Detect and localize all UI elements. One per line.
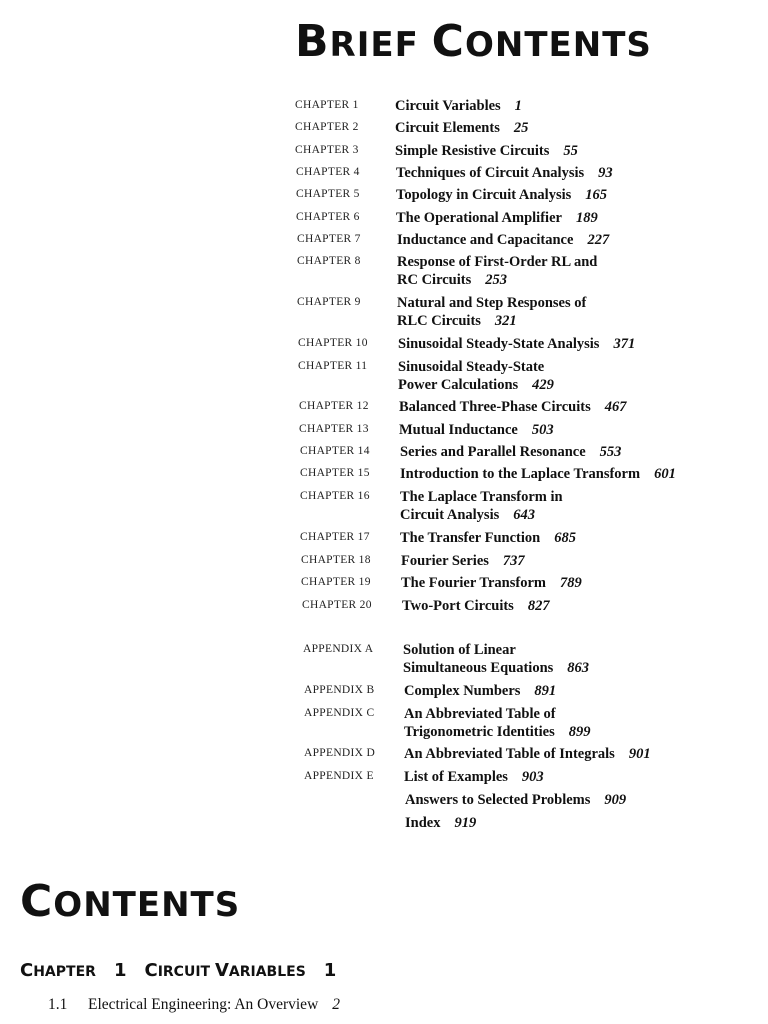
toc-entry-label: APPENDIX A (303, 643, 374, 655)
section-row-1-1[interactable] (48, 996, 340, 1014)
toc-entry-label: CHAPTER 4 (296, 166, 360, 178)
section-page: 2 (332, 996, 341, 1013)
toc-entry-title-line: The Fourier Transform (401, 575, 546, 591)
toc-entry-page: 93 (598, 165, 613, 181)
section-title: Electrical Engineering: An Overview (88, 996, 319, 1013)
brief-contents-title: BRIEF CONTENTS (295, 16, 652, 67)
toc-entry-title-line: Two-Port Circuits (402, 598, 514, 614)
toc-entry-page: 737 (502, 553, 525, 569)
toc-entry-title-line: Balanced Three-Phase Circuits (399, 399, 591, 415)
toc-entry-label: CHAPTER 13 (299, 423, 369, 435)
toc-entry-label: CHAPTER 14 (300, 445, 370, 457)
toc-entry-title-line: Topology in Circuit Analysis (396, 187, 572, 203)
toc-entry-title-line: List of Examples (404, 769, 508, 785)
contents-title: CONTENTS (20, 876, 241, 927)
toc-entry-title-line2: RC Circuits (397, 272, 472, 288)
toc-entry-title (396, 209, 716, 227)
toc-entry-page: 827 (527, 598, 550, 614)
toc-entry-page: 601 (654, 466, 676, 482)
toc-entry-title (400, 443, 720, 461)
toc-entry-label: CHAPTER 7 (297, 233, 361, 245)
toc-entry-title (402, 597, 722, 615)
toc-entry-label: CHAPTER 9 (297, 296, 361, 308)
toc-entry-title (404, 745, 724, 763)
toc-entry-page: 909 (604, 792, 627, 808)
toc-entry-page: 891 (534, 683, 557, 699)
section-number: 1.1 (48, 996, 68, 1013)
toc-entry-label: CHAPTER 10 (298, 337, 368, 349)
toc-entry-title-line: Inductance and Capacitance (397, 232, 574, 248)
toc-entry-title (405, 791, 725, 809)
toc-entry-label: CHAPTER 19 (301, 576, 371, 588)
toc-entry-label: APPENDIX C (304, 707, 375, 719)
toc-entry-title-line: The Operational Amplifier (396, 210, 562, 226)
toc-entry-page: 371 (613, 336, 636, 352)
toc-entry-page: 643 (513, 507, 535, 523)
toc-entry-title (405, 814, 725, 832)
toc-entry-page: 899 (568, 724, 591, 740)
toc-entry-page: 253 (485, 272, 507, 288)
toc-entry-title (397, 294, 717, 330)
toc-entry-title-line: Natural and Step Responses of (397, 295, 587, 311)
toc-entry-page: 189 (575, 210, 598, 226)
toc-entry-title-line: Complex Numbers (404, 683, 521, 699)
toc-entry-page: 227 (587, 232, 610, 248)
toc-entry-label: CHAPTER 18 (301, 554, 371, 566)
toc-entry-title (400, 529, 720, 547)
toc-entry-title (398, 335, 718, 353)
toc-entry-title-line: The Laplace Transform in (400, 489, 563, 505)
toc-entry-title (404, 705, 724, 741)
toc-entry-title (401, 552, 721, 570)
toc-entry-label: APPENDIX B (304, 684, 375, 696)
toc-entry-label: CHAPTER 5 (296, 188, 360, 200)
toc-entry-title-line: Sinusoidal Steady-State Analysis (398, 336, 600, 352)
toc-entry-title (399, 421, 719, 439)
toc-entry-label: CHAPTER 16 (300, 490, 370, 502)
toc-entry-title-line: Answers to Selected Problems (405, 792, 591, 808)
toc-entry-page: 789 (560, 575, 582, 591)
toc-entry-label: CHAPTER 11 (298, 360, 368, 372)
toc-entry-page: 863 (567, 660, 590, 676)
toc-entry-title-line: Simple Resistive Circuits (395, 143, 550, 159)
toc-entry-page: 429 (532, 377, 554, 393)
toc-entry-label: CHAPTER 12 (299, 400, 369, 412)
toc-entry-label: CHAPTER 20 (302, 599, 372, 611)
chapter-1-heading: CHAPTER 1 CIRCUIT VARIABLES 1 (20, 960, 337, 981)
toc-entry-title (396, 186, 716, 204)
toc-entry-page: 165 (585, 187, 608, 203)
toc-entry-title-line2: Power Calculations (398, 377, 519, 393)
toc-entry-label: APPENDIX D (304, 747, 376, 759)
toc-entry-title-line: Sinusoidal Steady-State (398, 359, 545, 375)
toc-entry-title-line2: Simultaneous Equations (403, 660, 554, 676)
toc-entry-label: CHAPTER 6 (296, 211, 360, 223)
toc-entry-title (404, 768, 724, 786)
toc-entry-title-line: An Abbreviated Table of (404, 706, 556, 722)
toc-entry-title-line2: Circuit Analysis (400, 507, 500, 523)
toc-entry-title (401, 574, 721, 592)
toc-entry-title-line: Index (405, 815, 441, 831)
toc-entry-page: 1 (514, 98, 522, 114)
toc-entry-title (400, 465, 720, 483)
toc-entry-label: APPENDIX E (304, 770, 374, 782)
toc-entry-page: 25 (513, 120, 529, 136)
toc-entry-title (400, 488, 720, 524)
toc-entry-page: 321 (494, 313, 517, 329)
toc-entry-label: CHAPTER 1 (295, 99, 359, 111)
toc-entry-page: 467 (604, 399, 627, 415)
toc-entry-title-line: Fourier Series (401, 553, 489, 569)
toc-entry-title-line: An Abbreviated Table of Integrals (404, 746, 615, 762)
toc-entry-page: 553 (599, 444, 622, 460)
toc-entry-title (399, 398, 719, 416)
toc-entry-title (395, 142, 715, 160)
toc-entry-title-line: The Transfer Function (400, 530, 541, 546)
toc-entry-title (395, 119, 715, 137)
toc-entry-page: 55 (563, 143, 578, 159)
toc-entry-title-line: Response of First-Order RL and (397, 254, 598, 270)
toc-entry-label: CHAPTER 3 (295, 144, 359, 156)
toc-entry-page: 919 (454, 815, 477, 831)
toc-entry-page: 685 (554, 530, 576, 546)
toc-entry-title-line: Techniques of Circuit Analysis (396, 165, 585, 181)
toc-entry-page: 903 (521, 769, 544, 785)
toc-entry-page: 503 (531, 422, 554, 438)
toc-entry-title-line: Circuit Variables (395, 98, 501, 114)
toc-entry-label: CHAPTER 15 (300, 467, 370, 479)
toc-entry-page: 901 (628, 746, 651, 762)
toc-entry-title-line: Series and Parallel Resonance (400, 444, 586, 460)
toc-entry-title (397, 253, 717, 289)
toc-entry-label: CHAPTER 8 (297, 255, 361, 267)
toc-entry-label: CHAPTER 17 (300, 531, 370, 543)
toc-entry-title-line: Solution of Linear (403, 642, 516, 658)
toc-entry-title (395, 97, 715, 115)
toc-entry-title (404, 682, 724, 700)
toc-entry-title-line2: Trigonometric Identities (404, 724, 555, 740)
toc-entry-title (398, 358, 718, 394)
toc-entry-title-line: Mutual Inductance (399, 422, 518, 438)
toc-entry-title-line: Circuit Elements (395, 120, 500, 136)
toc-entry-title (403, 641, 723, 677)
toc-entry-title (397, 231, 717, 249)
toc-entry-title (396, 164, 716, 182)
toc-entry-title-line2: RLC Circuits (397, 313, 481, 329)
toc-entry-label: CHAPTER 2 (295, 121, 359, 133)
toc-entry-title-line: Introduction to the Laplace Transform (400, 466, 641, 482)
